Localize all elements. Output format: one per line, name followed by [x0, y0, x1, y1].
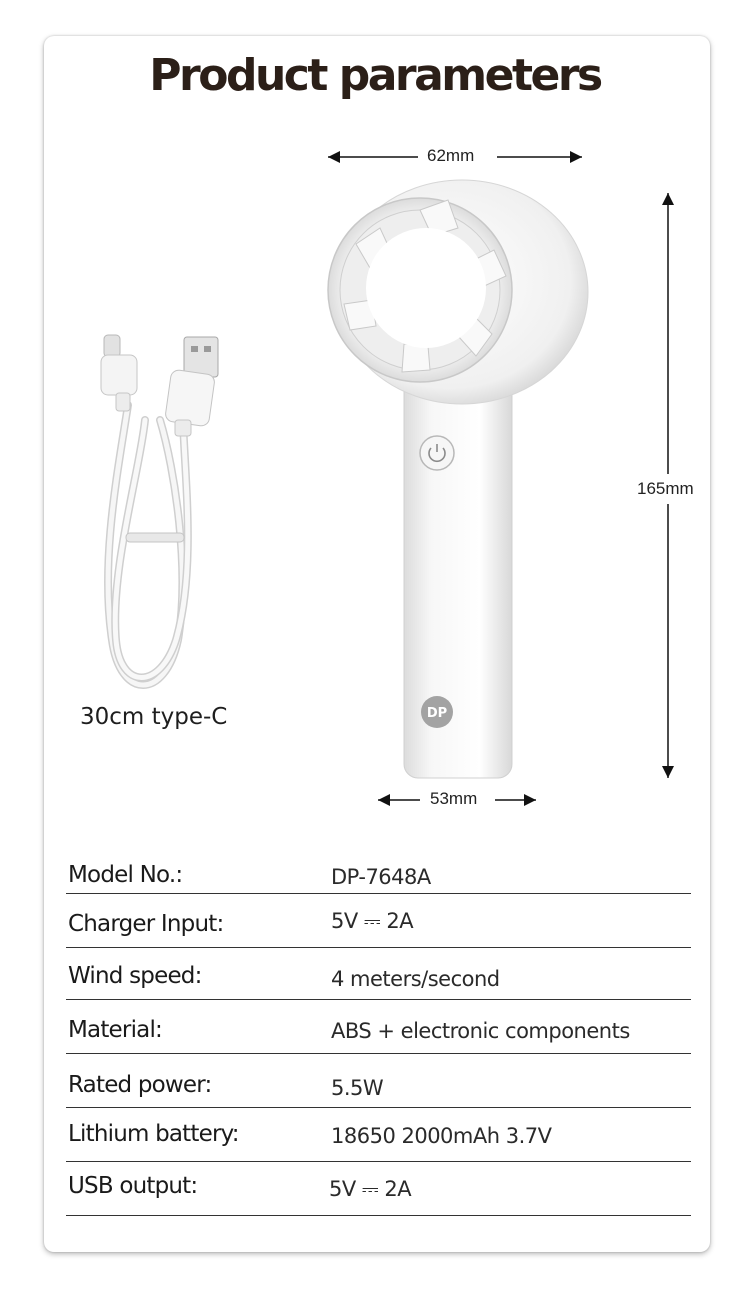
- spec-row-wind-speed: [66, 947, 691, 1000]
- spec-value: 5.5W: [331, 1076, 384, 1100]
- spec-label: Charger Input:: [68, 911, 224, 937]
- spec-value: 18650 2000mAh 3.7V: [331, 1124, 552, 1148]
- page-title: Product parameters: [149, 50, 601, 101]
- spec-label: Material:: [68, 1017, 162, 1043]
- spec-row-rated-power: [66, 1053, 691, 1108]
- spec-label: USB output:: [68, 1173, 198, 1199]
- spec-row-charger-input: [66, 893, 691, 948]
- handheld-fan-icon: [328, 180, 588, 778]
- spec-row-material: [66, 999, 691, 1054]
- dimension-height: 165mm: [631, 479, 700, 499]
- spec-row-model: [66, 858, 691, 894]
- cable-label: 30cm type-C: [80, 704, 228, 730]
- spec-label: Rated power:: [68, 1072, 212, 1098]
- dimension-bottom-width: 53mm: [424, 789, 483, 809]
- spec-row-lithium-battery: [66, 1107, 691, 1162]
- spec-row-usb-output: [66, 1161, 691, 1216]
- spec-value: 5V ⎓ 2A: [331, 909, 414, 933]
- spec-label: Wind speed:: [68, 963, 202, 989]
- fan-logo: DP: [426, 706, 448, 721]
- spec-value: DP-7648A: [331, 865, 431, 889]
- spec-label: Lithium battery:: [68, 1121, 239, 1147]
- usb-cable-icon: [101, 335, 218, 685]
- spec-label: Model No.:: [68, 862, 183, 888]
- spec-value: 4 meters/second: [331, 967, 500, 991]
- spec-value: 5V ⎓ 2A: [329, 1177, 412, 1201]
- spec-value: ABS + electronic components: [331, 1019, 630, 1043]
- dimension-top-width: 62mm: [421, 146, 480, 166]
